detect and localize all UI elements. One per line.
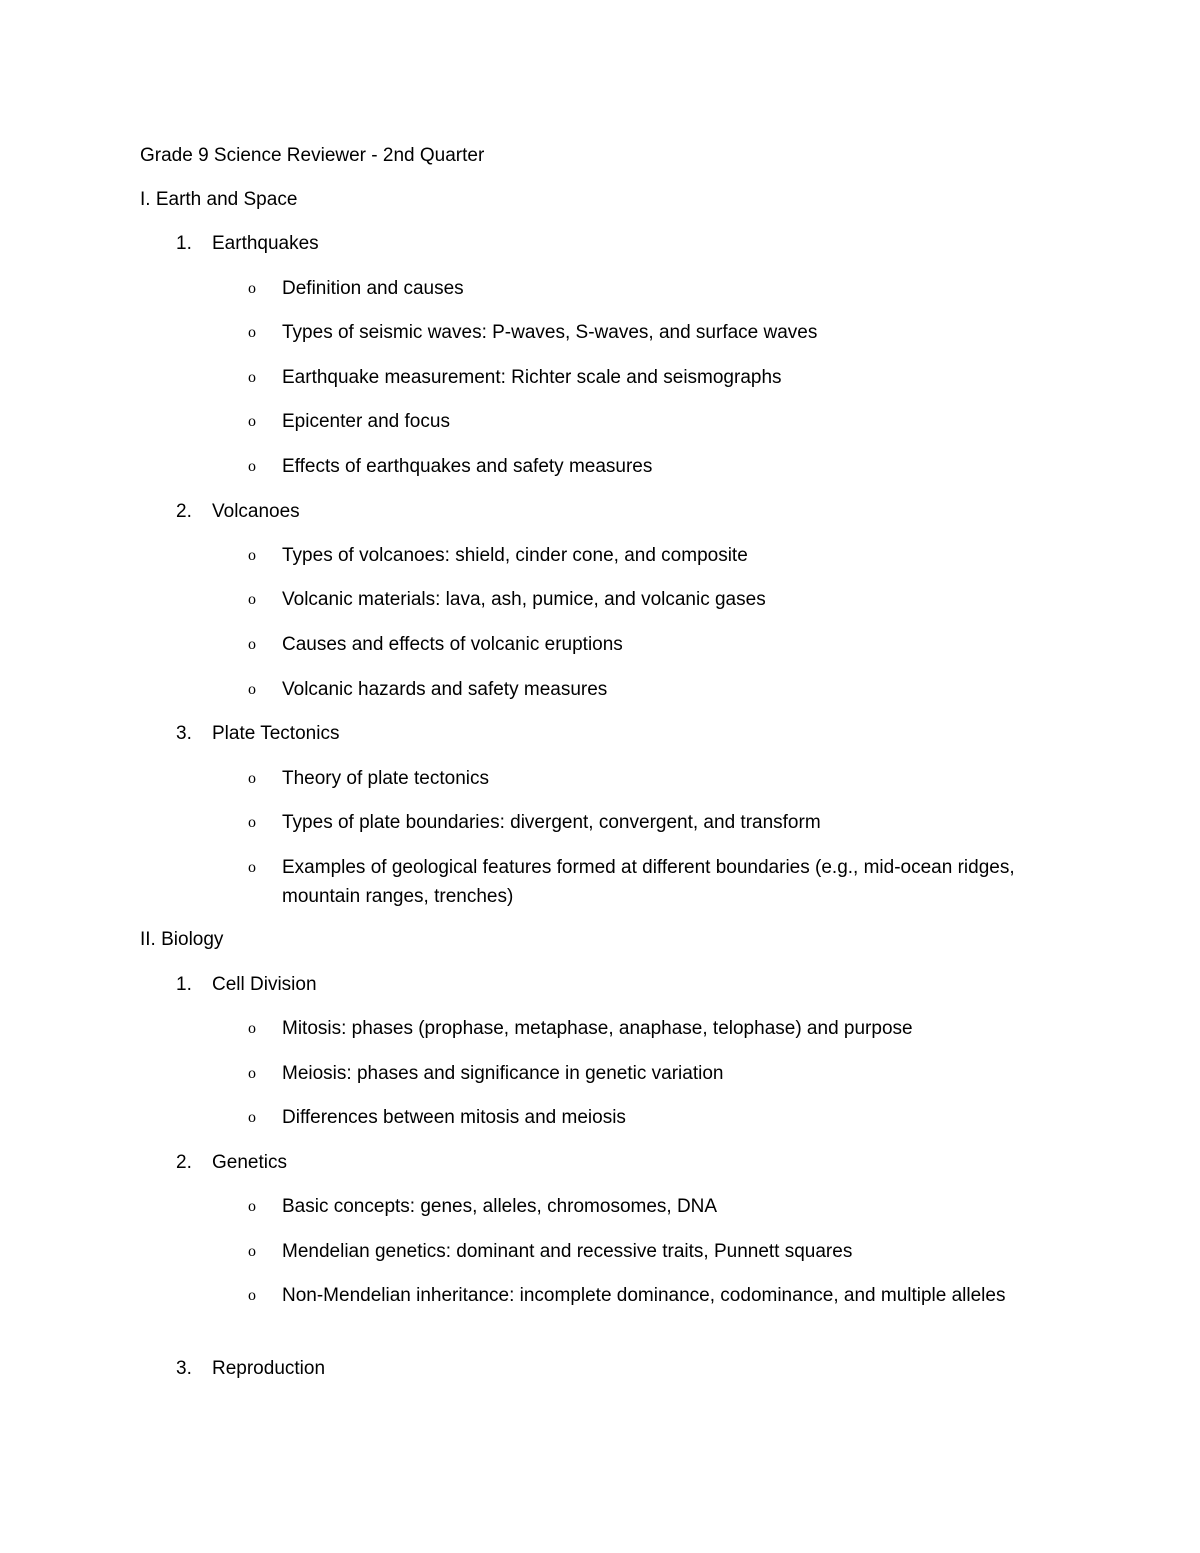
list-item: Effects of earthquakes and safety measures	[282, 456, 653, 477]
bullet-icon: o	[248, 681, 256, 698]
bullet-icon: o	[248, 1065, 256, 1082]
list-item: Mendelian genetics: dominant and recessive traits, Punnett squares	[282, 1241, 853, 1262]
topic-number: 2.	[176, 501, 192, 522]
topic-number: 1.	[176, 233, 192, 254]
bullet-icon: o	[248, 1243, 256, 1260]
topic-number: 2.	[176, 1152, 192, 1173]
list-item: Volcanic materials: lava, ash, pumice, and volcanic gases	[282, 589, 766, 610]
bullet-icon: o	[248, 1020, 256, 1037]
bullet-icon: o	[248, 814, 256, 831]
topic-title-earthquakes: Earthquakes	[212, 233, 319, 254]
bullet-icon: o	[248, 369, 256, 386]
topic-title-plate-tectonics: Plate Tectonics	[212, 723, 340, 744]
bullet-icon: o	[248, 1287, 256, 1304]
bullet-icon: o	[248, 458, 256, 475]
list-item: Volcanic hazards and safety measures	[282, 679, 608, 700]
list-item: Theory of plate tectonics	[282, 768, 489, 789]
list-item: Examples of geological features formed at different boundaries (e.g., mid-ocean ridges, mountain ranges, trenches)	[282, 857, 1015, 907]
list-item: Types of plate boundaries: divergent, convergent, and transform	[282, 812, 821, 833]
topic-title-cell-division: Cell Division	[212, 974, 317, 995]
bullet-icon: o	[248, 591, 256, 608]
topic-title-reproduction: Reproduction	[212, 1358, 326, 1379]
list-item: Non-Mendelian inheritance: incomplete dominance, codominance, and multiple alleles	[282, 1285, 1006, 1306]
list-item: Meiosis: phases and significance in genetic variation	[282, 1063, 724, 1084]
list-item: Definition and causes	[282, 278, 464, 299]
topic-title-volcanoes: Volcanoes	[212, 501, 300, 522]
bullet-icon: o	[248, 859, 256, 876]
topic-number: 3.	[176, 723, 192, 744]
list-item: Causes and effects of volcanic eruptions	[282, 634, 623, 655]
topic-number: 1.	[176, 974, 192, 995]
bullet-icon: o	[248, 770, 256, 787]
bullet-icon: o	[248, 636, 256, 653]
bullet-icon: o	[248, 1198, 256, 1215]
topic-title-genetics: Genetics	[212, 1152, 287, 1173]
bullet-icon: o	[248, 547, 256, 564]
list-item: Epicenter and focus	[282, 411, 450, 432]
section-heading-earth-space: I. Earth and Space	[140, 189, 298, 210]
bullet-icon: o	[248, 1109, 256, 1126]
list-item: Types of volcanoes: shield, cinder cone, and composite	[282, 545, 748, 566]
bullet-icon: o	[248, 324, 256, 341]
bullet-icon: o	[248, 413, 256, 430]
list-item: Differences between mitosis and meiosis	[282, 1107, 626, 1128]
list-item: Earthquake measurement: Richter scale and seismographs	[282, 367, 782, 388]
list-item: Types of seismic waves: P-waves, S-waves, and surface waves	[282, 322, 818, 343]
bullet-icon: o	[248, 280, 256, 297]
section-heading-biology: II. Biology	[140, 929, 224, 950]
list-item: Basic concepts: genes, alleles, chromosomes, DNA	[282, 1196, 718, 1217]
topic-number: 3.	[176, 1358, 192, 1379]
list-item: Mitosis: phases (prophase, metaphase, anaphase, telophase) and purpose	[282, 1018, 913, 1039]
document-title: Grade 9 Science Reviewer - 2nd Quarter	[140, 145, 485, 166]
